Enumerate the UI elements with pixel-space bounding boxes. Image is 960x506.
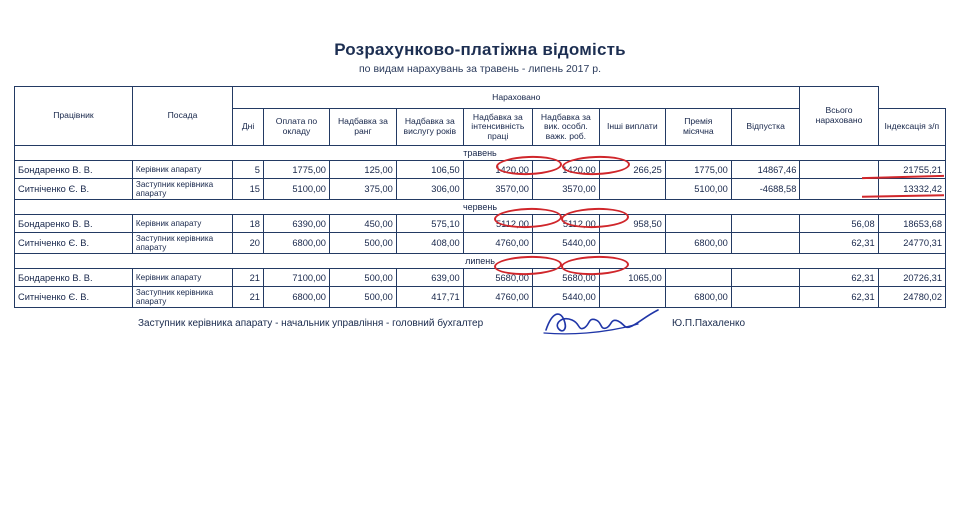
col-header-vacation: Відпустка xyxy=(731,109,800,146)
cell-other-payments xyxy=(599,287,665,308)
cell-special-bonus: 5112,00 xyxy=(532,215,599,233)
cell-post: Заступник керівника апарату xyxy=(132,179,232,200)
cell-rank-bonus: 450,00 xyxy=(329,215,396,233)
cell-years-bonus: 417,71 xyxy=(396,287,463,308)
cell-other-payments: 1065,00 xyxy=(599,269,665,287)
cell-vacation xyxy=(731,215,800,233)
cell-years-bonus: 575,10 xyxy=(396,215,463,233)
month-separator-row xyxy=(15,200,946,215)
cell-rank-bonus: 500,00 xyxy=(329,233,396,254)
cell-total: 18653,68 xyxy=(878,215,945,233)
col-header-accrued-group: Нараховано xyxy=(233,87,800,109)
cell-worker: Бондаренко В. В. xyxy=(15,269,133,287)
table-body xyxy=(15,146,946,308)
signer-title: Заступник керівника апарату - начальник управління - головний бухгалтер xyxy=(138,318,484,329)
cell-days: 5 xyxy=(233,161,264,179)
col-header-salary-pay: Оплата по окладу xyxy=(263,109,329,146)
cell-salary-pay: 6800,00 xyxy=(263,287,329,308)
cell-rank-bonus: 500,00 xyxy=(329,269,396,287)
cell-vacation: 14867,46 xyxy=(731,161,800,179)
cell-monthly-premium xyxy=(665,215,731,233)
cell-post: Керівник апарату xyxy=(132,269,232,287)
col-header-post: Посада xyxy=(132,87,232,146)
cell-intensity-bonus: 5680,00 xyxy=(463,269,532,287)
cell-salary-pay: 1775,00 xyxy=(263,161,329,179)
signer-name: Ю.П.Пахаленко xyxy=(672,318,746,329)
cell-rank-bonus: 500,00 xyxy=(329,287,396,308)
cell-intensity-bonus: 5112,00 xyxy=(463,215,532,233)
cell-worker: Ситніченко Є. В. xyxy=(15,287,133,308)
payroll-table xyxy=(14,86,946,308)
cell-other-payments: 958,50 xyxy=(599,215,665,233)
cell-years-bonus: 639,00 xyxy=(396,269,463,287)
cell-vacation xyxy=(731,233,800,254)
cell-intensity-bonus: 4760,00 xyxy=(463,287,532,308)
title-block xyxy=(0,40,960,75)
col-header-special-bonus: Надбавка за вик. особл. важк. роб. xyxy=(532,109,599,146)
col-header-days: Дні xyxy=(233,109,264,146)
cell-salary-pay: 5100,00 xyxy=(263,179,329,200)
cell-monthly-premium: 5100,00 xyxy=(665,179,731,200)
cell-special-bonus: 5680,00 xyxy=(532,269,599,287)
cell-total: 20726,31 xyxy=(878,269,945,287)
cell-worker: Бондаренко В. В. xyxy=(15,161,133,179)
page-subtitle: по видам нарахувань за травень - липень 2017 р. xyxy=(359,63,601,75)
cell-post: Заступник керівника апарату xyxy=(132,233,232,254)
cell-special-bonus: 5440,00 xyxy=(532,287,599,308)
cell-intensity-bonus: 3570,00 xyxy=(463,179,532,200)
cell-rank-bonus: 125,00 xyxy=(329,161,396,179)
cell-indexation: 62,31 xyxy=(800,287,878,308)
col-header-worker: Працівник xyxy=(15,87,133,146)
cell-special-bonus: 5440,00 xyxy=(532,233,599,254)
col-header-total-group: Всього нараховано xyxy=(800,87,878,146)
cell-other-payments: 266,25 xyxy=(599,161,665,179)
col-header-years-bonus: Надбавка за вислугу років xyxy=(396,109,463,146)
cell-monthly-premium: 1775,00 xyxy=(665,161,731,179)
cell-vacation xyxy=(731,269,800,287)
month-label-may: травень xyxy=(15,146,946,161)
cell-special-bonus: 1420,00 xyxy=(532,161,599,179)
col-header-rank-bonus: Надбавка за ранг xyxy=(329,109,396,146)
cell-worker: Бондаренко В. В. xyxy=(15,215,133,233)
table-head xyxy=(15,87,946,146)
table-row xyxy=(15,161,946,179)
cell-indexation: 62,31 xyxy=(800,269,878,287)
table-row xyxy=(15,233,946,254)
cell-years-bonus: 408,00 xyxy=(396,233,463,254)
cell-special-bonus: 3570,00 xyxy=(532,179,599,200)
cell-days: 21 xyxy=(233,287,264,308)
table-row xyxy=(15,287,946,308)
cell-total: 24770,31 xyxy=(878,233,945,254)
cell-total: 13332,42 xyxy=(878,179,945,200)
cell-salary-pay: 6800,00 xyxy=(263,233,329,254)
col-header-indexation: Індексація з/п xyxy=(878,109,945,146)
page-title: Розрахунково-платіжна відомість xyxy=(334,40,626,59)
cell-intensity-bonus: 4760,00 xyxy=(463,233,532,254)
cell-years-bonus: 306,00 xyxy=(396,179,463,200)
cell-days: 20 xyxy=(233,233,264,254)
cell-salary-pay: 7100,00 xyxy=(263,269,329,287)
cell-monthly-premium: 6800,00 xyxy=(665,233,731,254)
cell-indexation xyxy=(800,161,878,179)
cell-worker: Ситніченко Є. В. xyxy=(15,233,133,254)
cell-monthly-premium: 6800,00 xyxy=(665,287,731,308)
cell-other-payments xyxy=(599,179,665,200)
month-label-june: червень xyxy=(15,200,946,215)
col-header-intensity-bonus: Надбавка за інтенсивність праці xyxy=(463,109,532,146)
col-header-monthly-premium: Премія місячна xyxy=(665,109,731,146)
month-separator-row xyxy=(15,254,946,269)
col-header-other-payments: Інші виплати xyxy=(599,109,665,146)
table-row xyxy=(15,269,946,287)
cell-indexation xyxy=(800,179,878,200)
cell-post: Керівник апарату xyxy=(132,161,232,179)
cell-vacation xyxy=(731,287,800,308)
month-label-july: липень xyxy=(15,254,946,269)
cell-days: 21 xyxy=(233,269,264,287)
table-row xyxy=(15,215,946,233)
cell-worker: Ситніченко Є. В. xyxy=(15,179,133,200)
cell-total: 24780,02 xyxy=(878,287,945,308)
table-row xyxy=(15,179,946,200)
cell-other-payments xyxy=(599,233,665,254)
cell-total: 21755,21 xyxy=(878,161,945,179)
cell-indexation: 56,08 xyxy=(800,215,878,233)
cell-days: 15 xyxy=(233,179,264,200)
cell-years-bonus: 106,50 xyxy=(396,161,463,179)
handwritten-signature xyxy=(542,304,662,340)
cell-days: 18 xyxy=(233,215,264,233)
cell-post: Керівник апарату xyxy=(132,215,232,233)
month-separator-row xyxy=(15,146,946,161)
cell-monthly-premium xyxy=(665,269,731,287)
cell-vacation: -4688,58 xyxy=(731,179,800,200)
cell-indexation: 62,31 xyxy=(800,233,878,254)
cell-post: Заступник керівника апарату xyxy=(132,287,232,308)
cell-rank-bonus: 375,00 xyxy=(329,179,396,200)
cell-intensity-bonus: 1420,00 xyxy=(463,161,532,179)
cell-salary-pay: 6390,00 xyxy=(263,215,329,233)
